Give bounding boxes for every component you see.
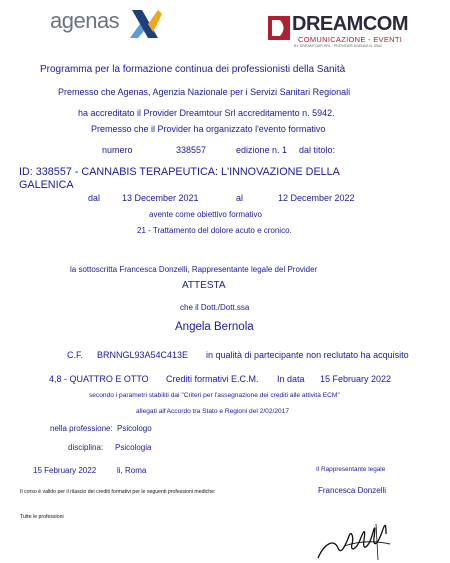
dreamcom-tagline: COMUNICAZIONE - EVENTI xyxy=(298,35,403,44)
signatory-line: la sottoscritta Francesca Donzelli, Rappresentante legale del Provider xyxy=(70,265,318,274)
agreement-line: allegati all'Accordo tra Stato e Regioni del 2/02/2017 xyxy=(136,408,290,415)
issue-date: 15 February 2022 xyxy=(33,466,97,475)
objective-value: 21 - Trattamento del dolore acuto e cronico. xyxy=(137,226,292,235)
agenas-logo xyxy=(50,8,160,38)
credits-value: 4,8 - QUATTRO E OTTO xyxy=(49,374,149,384)
dreamcom-mark-icon xyxy=(268,16,290,40)
dreamcom-logo xyxy=(268,14,420,50)
rep-label: Il Rappresentante legale xyxy=(316,466,386,473)
all-professions: Tutte le professioni xyxy=(20,514,64,520)
dreamcom-wordmark: DREAMCOM xyxy=(292,13,408,35)
dreamcom-small-print: BY DREAMTOUR SRL · PROVIDER AGENAS N. 5942 xyxy=(294,44,383,48)
event-title-line1: ID: 338557 - CANNABIS TERAPEUTICA: L'INNOVAZIONE DELLA xyxy=(19,166,340,178)
criteria-line: secondo i parametri stabiliti dai "Criteri per l'assegnazione dei crediti alle attività ECM" xyxy=(89,392,340,399)
objective-label: avente come obiettivo formativo xyxy=(149,210,262,219)
rep-name: Francesca Donzelli xyxy=(318,486,387,495)
issue-place: li, Roma xyxy=(117,466,147,475)
program-title: Programma per la formazione continua dei professionisti della Sanità xyxy=(40,64,346,75)
profession-label: nella professione: xyxy=(50,424,113,433)
al-label: al xyxy=(236,193,244,203)
agenas-wordmark: agenas xyxy=(50,8,120,33)
profession-value: Psicologo xyxy=(117,424,152,433)
agenas-mark-icon xyxy=(128,8,162,40)
dott-label: che il Dott./Dott.ssa xyxy=(180,303,250,312)
numero-value: 338557 xyxy=(176,145,207,155)
premise-agenas: Premesso che Agenas, Agenzia Nazionale per i Servizi Sanitari Regionali xyxy=(58,87,351,97)
validity-note: Il corso è valido per il rilascio dei crediti formativi per le seguenti professioni mediche: xyxy=(20,489,216,495)
premise-provider: Premesso che il Provider ha organizzato l'evento formativo xyxy=(91,124,326,134)
discipline-value: Psicologia xyxy=(115,443,152,452)
accreditation-line: ha accreditato il Provider Dreamtour Srl accreditamento n. 5942. xyxy=(78,108,335,118)
signature-image xyxy=(316,514,416,562)
titolo-label: dal titolo: xyxy=(299,145,336,155)
numero-label: numero xyxy=(102,145,133,155)
role-text: in qualità di partecipante non reclutato ha acquisito xyxy=(206,350,409,360)
cf-value: BRNNGL93A54C413E xyxy=(97,350,189,360)
date-to: 12 December 2022 xyxy=(278,193,355,203)
credits-date: 15 February 2022 xyxy=(320,374,392,384)
edizione-label: edizione n. 1 xyxy=(236,145,288,155)
date-from: 13 December 2021 xyxy=(122,193,199,203)
attesta-heading: ATTESTA xyxy=(182,280,226,291)
event-title-line2: GALENICA xyxy=(19,179,74,191)
cf-label: C.F. xyxy=(67,350,84,360)
in-data-label: In data xyxy=(277,374,305,384)
dal-label: dal xyxy=(88,193,101,203)
discipline-label: disciplina: xyxy=(68,443,104,452)
participant-name: Angela Bernola xyxy=(175,321,254,333)
credits-label: Crediti formativi E.C.M. xyxy=(166,374,259,384)
